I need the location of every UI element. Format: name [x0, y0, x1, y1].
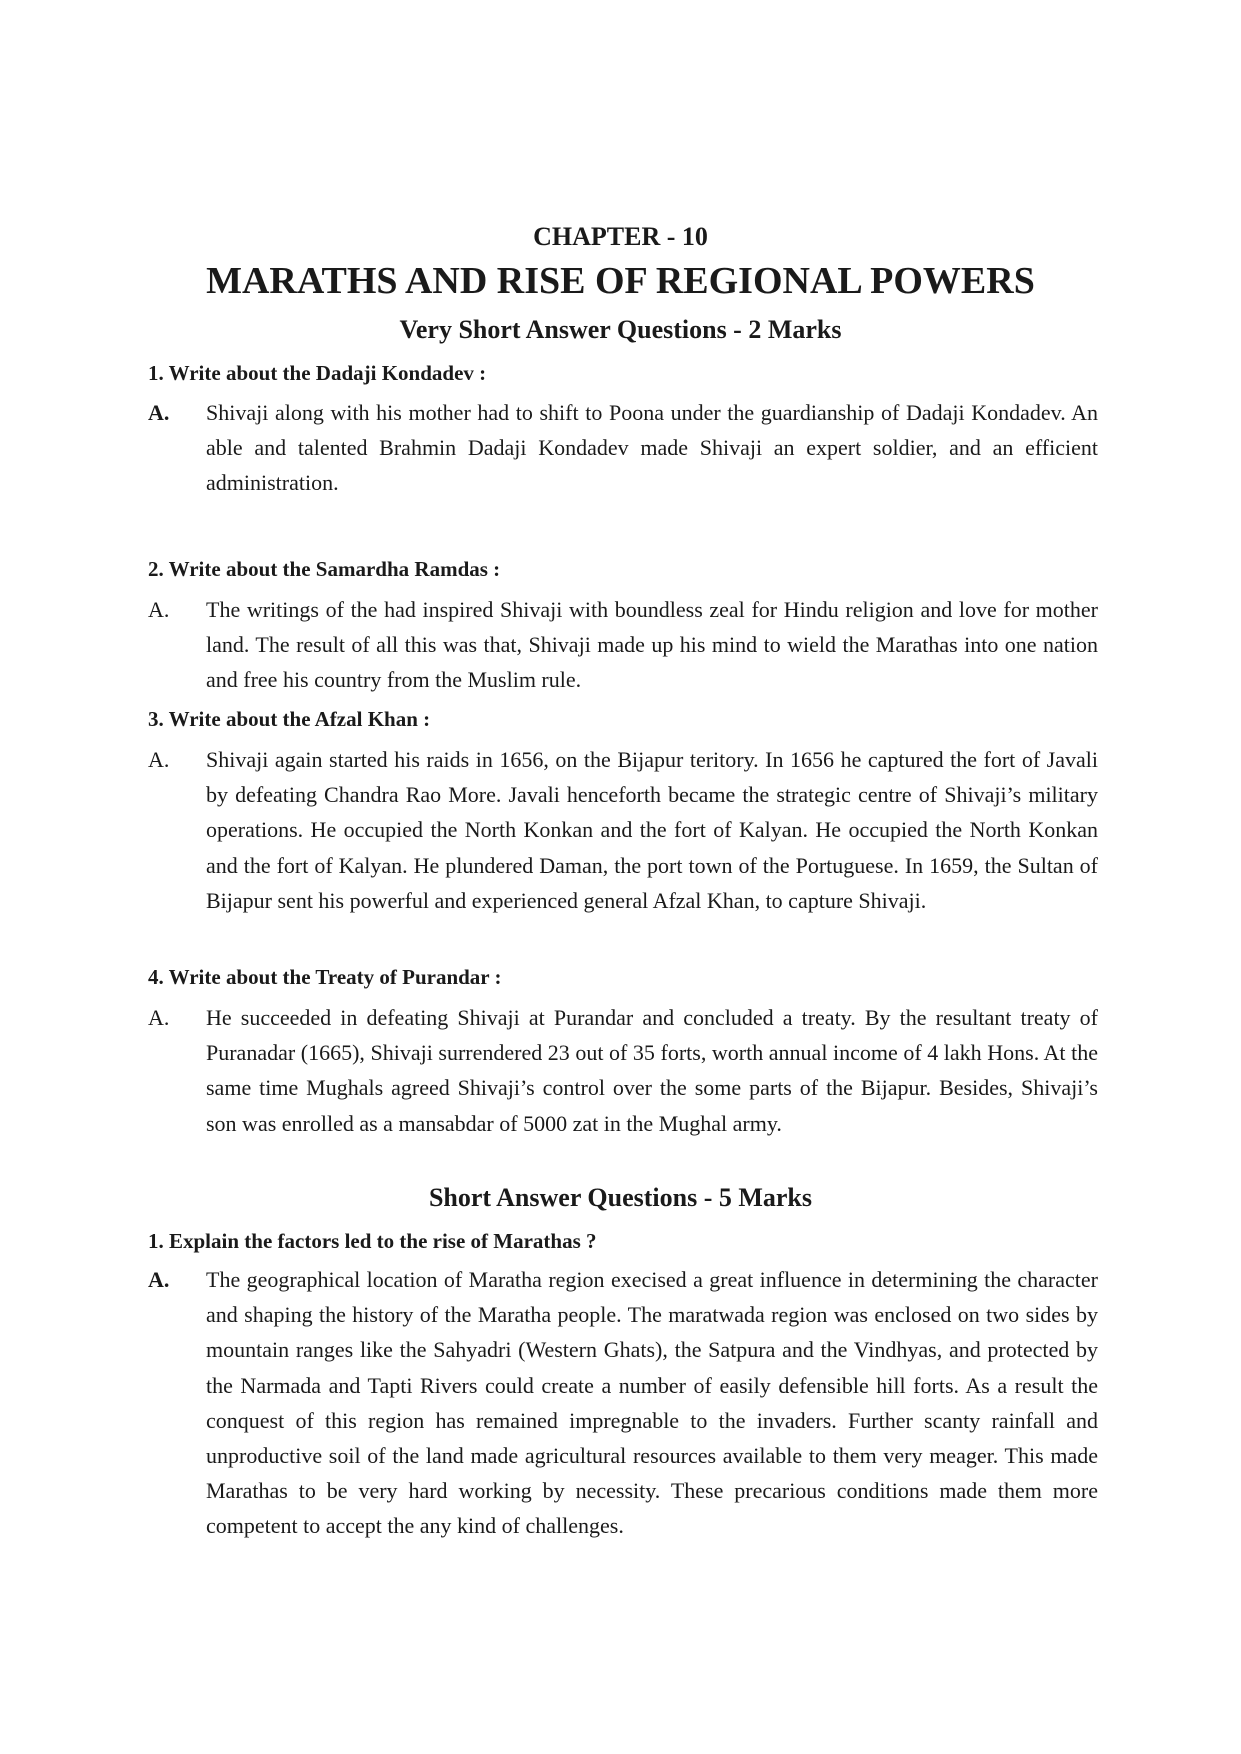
- question-4-heading: 4. Write about the Treaty of Purandar :: [148, 965, 502, 989]
- answer-5: [148, 1262, 1098, 1544]
- answer-text: Shivaji along with his mother had to shift to Poona under the guardianship of Dadaji Kondadev. An able and talented Brahmin Dadaji Kondadev made Shivaji an expert soldier, and an efficient administration.: [206, 400, 1098, 496]
- question-2-heading: 2. Write about the Samardha Ramdas :: [148, 557, 501, 581]
- answer-text: The geographical location of Maratha region execised a great influence in determining the character and shaping the history of the Maratha people. The maratwada region was enclosed on two sides by mountain ranges like the Sahyadri (Western Ghats), the Satpura and the Vindhyas, and protected by the Narmada and Tapti Rivers could create a number of easily defensible hill forts. As a result the conquest of this region has remained impregnable to the invaders. Further scanty rainfall and unproductive soil of the land made agricultural resources available to them very meager. This made Marathas to be very hard working by necessity. These precarious conditions made them more competent to accept the any kind of challenges.: [206, 1267, 1098, 1539]
- answer-text: Shivaji again started his raids in 1656, on the Bijapur teritory. In 1656 he captured the fort of Javali by defeating Chandra Rao More. Javali henceforth became the strategic centre of Shivaji’s military operations. He occupied the North Konkan and the fort of Kalyan. He occupied the North Konkan and the fort of Kalyan. He plundered Daman, the port town of the Portuguese. In 1659, the Sultan of Bijapur sent his powerful and experienced general Afzal Khan, to capture Shivaji.: [206, 747, 1098, 913]
- section-heading-short: Short Answer Questions - 5 Marks: [428, 1183, 813, 1212]
- answer-marker: A.: [148, 1267, 170, 1292]
- question-5-heading: 1. Explain the factors led to the rise of Marathas ?: [148, 1229, 597, 1253]
- answer-marker: A.: [148, 747, 170, 772]
- answer-1: [148, 395, 1098, 501]
- answer-marker: A.: [148, 1005, 170, 1030]
- answer-text: He succeeded in defeating Shivaji at Purandar and concluded a treaty. By the resultant treaty of Puranadar (1665), Shivaji surrendered 23 out of 35 forts, worth annual income of 4 lakh Hons. At the same time Mughals agreed Shivaji’s control over the some parts of the Bijapur. Besides, Shivaji’s son was enrolled as a mansabdar of 5000 zat in the Mughal army.: [206, 1005, 1098, 1136]
- answer-4: [148, 1000, 1098, 1141]
- answer-3: [148, 742, 1098, 918]
- answer-marker: A.: [148, 597, 170, 622]
- chapter-label: CHAPTER - 10: [533, 222, 708, 251]
- chapter-title: MARATHS AND RISE OF REGIONAL POWERS: [206, 260, 1035, 302]
- answer-marker: A.: [148, 400, 170, 425]
- section-heading-very-short: Very Short Answer Questions - 2 Marks: [399, 315, 842, 344]
- question-3-heading: 3. Write about the Afzal Khan :: [148, 707, 431, 731]
- question-1-heading: 1. Write about the Dadaji Kondadev :: [148, 361, 487, 385]
- answer-2: [148, 592, 1098, 698]
- answer-text: The writings of the had inspired Shivaji with boundless zeal for Hindu religion and love for mother land. The result of all this was that, Shivaji made up his mind to wield the Marathas into one nation and free his country from the Muslim rule.: [206, 597, 1098, 693]
